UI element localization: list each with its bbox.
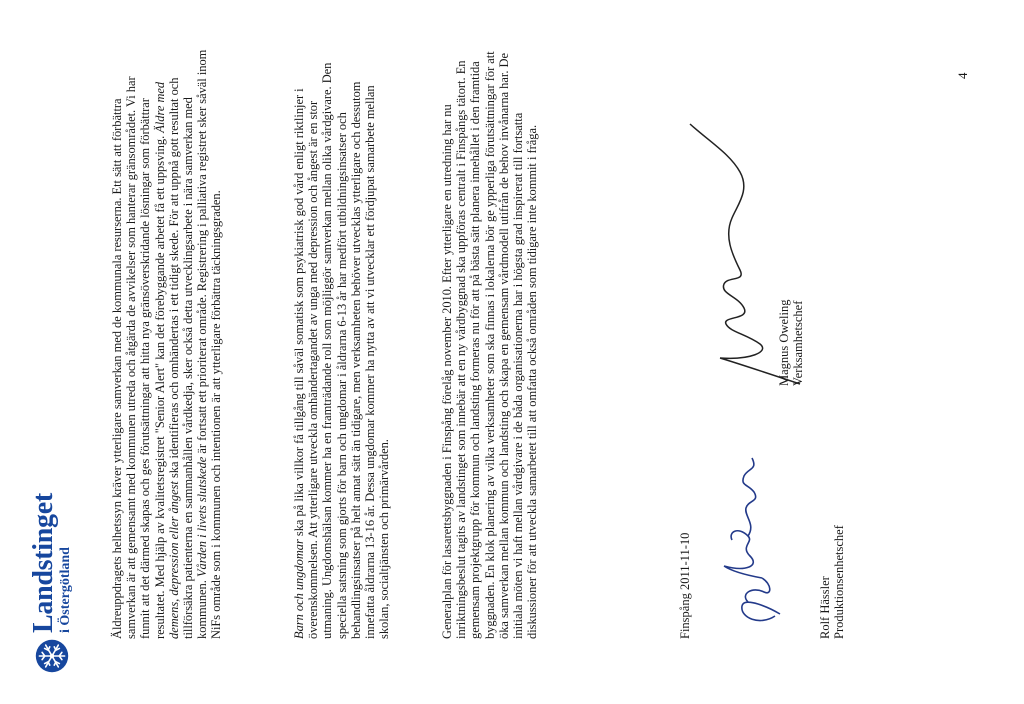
signature-magnus-oweling bbox=[680, 104, 830, 404]
page-number: 4 bbox=[955, 72, 970, 79]
signatory-title: Verksamhetschef bbox=[791, 300, 806, 386]
snowflake-crest-icon bbox=[34, 638, 70, 674]
signatory-title: Produktionsenhetschef bbox=[832, 525, 847, 639]
signatory-name: Magnus Oweling bbox=[777, 299, 791, 386]
text-segment-italic: Barn och ungdomar bbox=[292, 539, 306, 639]
text-segment: Äldreuppdragets helhetssyn kräver ytterligare samverkan med de kommunala resurserna. Ett sätt att förbättra samverkan är att gemensamt med kommunen utreda och åtgärda de avvikelser som hanterar gränsområdet. Vi har funnit att det därmed skapas och ges förutsättningar att hitta nya gränsöverskridande lösningar som förbättrar resultatet. Med hjälp av kvalitetsregistret "Senior Alert" kan det förebyggande arbetet få ett uppsving. bbox=[110, 76, 167, 639]
text-segment: ska identifieras och omhändertas i ett tidigt skede. För att uppnå gott resultat och tillförsäkra patienterna en sammanhållen vårdkedja, sker också detta utvecklingsarbete i nära samverkan med kommunen. bbox=[166, 77, 210, 639]
place-and-date: Finspång 2011-11-10 bbox=[678, 532, 692, 639]
signature-rolf-hassler bbox=[700, 406, 810, 636]
text-segment: Generalplan för lasarettsbyggnaden i Finspång förelåg november 2010. Efter ytterligare en utredning har nu inriktningsbeslut tagits av landstinget som innebär att en ny vårdbyggnad ska uppföras centralt i Finspångs tätort. En gemensam projektgrupp för kommun och landsting formeras nu för att på bästa sätt planera innehållet i den framtida byggnaden. En klok planering av vilka verksamheter som ska finnas i lokalerna bör ge ypperliga förutsättningar för att öka samverkan mellan kommun och landsting och skapa en gemensam vårdmodell utifrån de behov invånarna har. De initiala möten vi haft mellan vårdgivare i de båda organisationerna har i högsta grad inspirerat till fortsatta diskussioner för att utveckla samarbetet till att omfatta också områden som tidigare inte kommit i fråga. bbox=[440, 51, 540, 639]
text-segment: ska på lika villkor få tillgång till såväl somatisk som psykiatrisk god vård enligt riktlinjer i överenskommelsen. Att ytterligare utveckla omhändertagandet av unga med depression och ångest är en stor utmaning. Ungdomshälsan kommer ha en framträdande roll som möjliggör samverkan mellan olika vårdgivare. Den speciella satsning som gjorts för barn och ungdomar i åldrarna 6-13 år har medfört utbildningsinsatser och behandlingsinsatser på helt annat sätt än tidigare, men verksamheten behöver utvecklas ytterligare och dessutom innefatta åldrarna 13-16 år. Dessa ungdomar kommer ha nytta av att vi utvecklar ett fördjupat samarbete mellan skolan, socialtjänsten och primärvården. bbox=[292, 62, 392, 639]
text-segment-italic: Äldre med demens, depression eller ångest bbox=[152, 81, 181, 639]
text-segment: är fortsatt ett prioriterat område. Registrering i palliativa registret sker såväl inom NiFs område som i kommunen och intentionen är att ytterligare förbättra täckningsgraden. bbox=[195, 49, 224, 639]
text-segment-italic: Vården i livets slutskede bbox=[195, 456, 210, 578]
signatory-block-2 bbox=[777, 300, 805, 386]
organization-logo bbox=[30, 493, 73, 674]
logo-name-line2: i Östergötland bbox=[58, 547, 73, 633]
signatory-block-1 bbox=[818, 525, 846, 639]
logo-name-line1: Landstinget bbox=[28, 493, 59, 633]
signatory-name: Rolf Hässler bbox=[818, 576, 832, 639]
paragraph-children-youth bbox=[292, 49, 391, 639]
paragraph-elderly-care bbox=[110, 49, 224, 639]
paragraph-hospital-building bbox=[440, 49, 539, 639]
